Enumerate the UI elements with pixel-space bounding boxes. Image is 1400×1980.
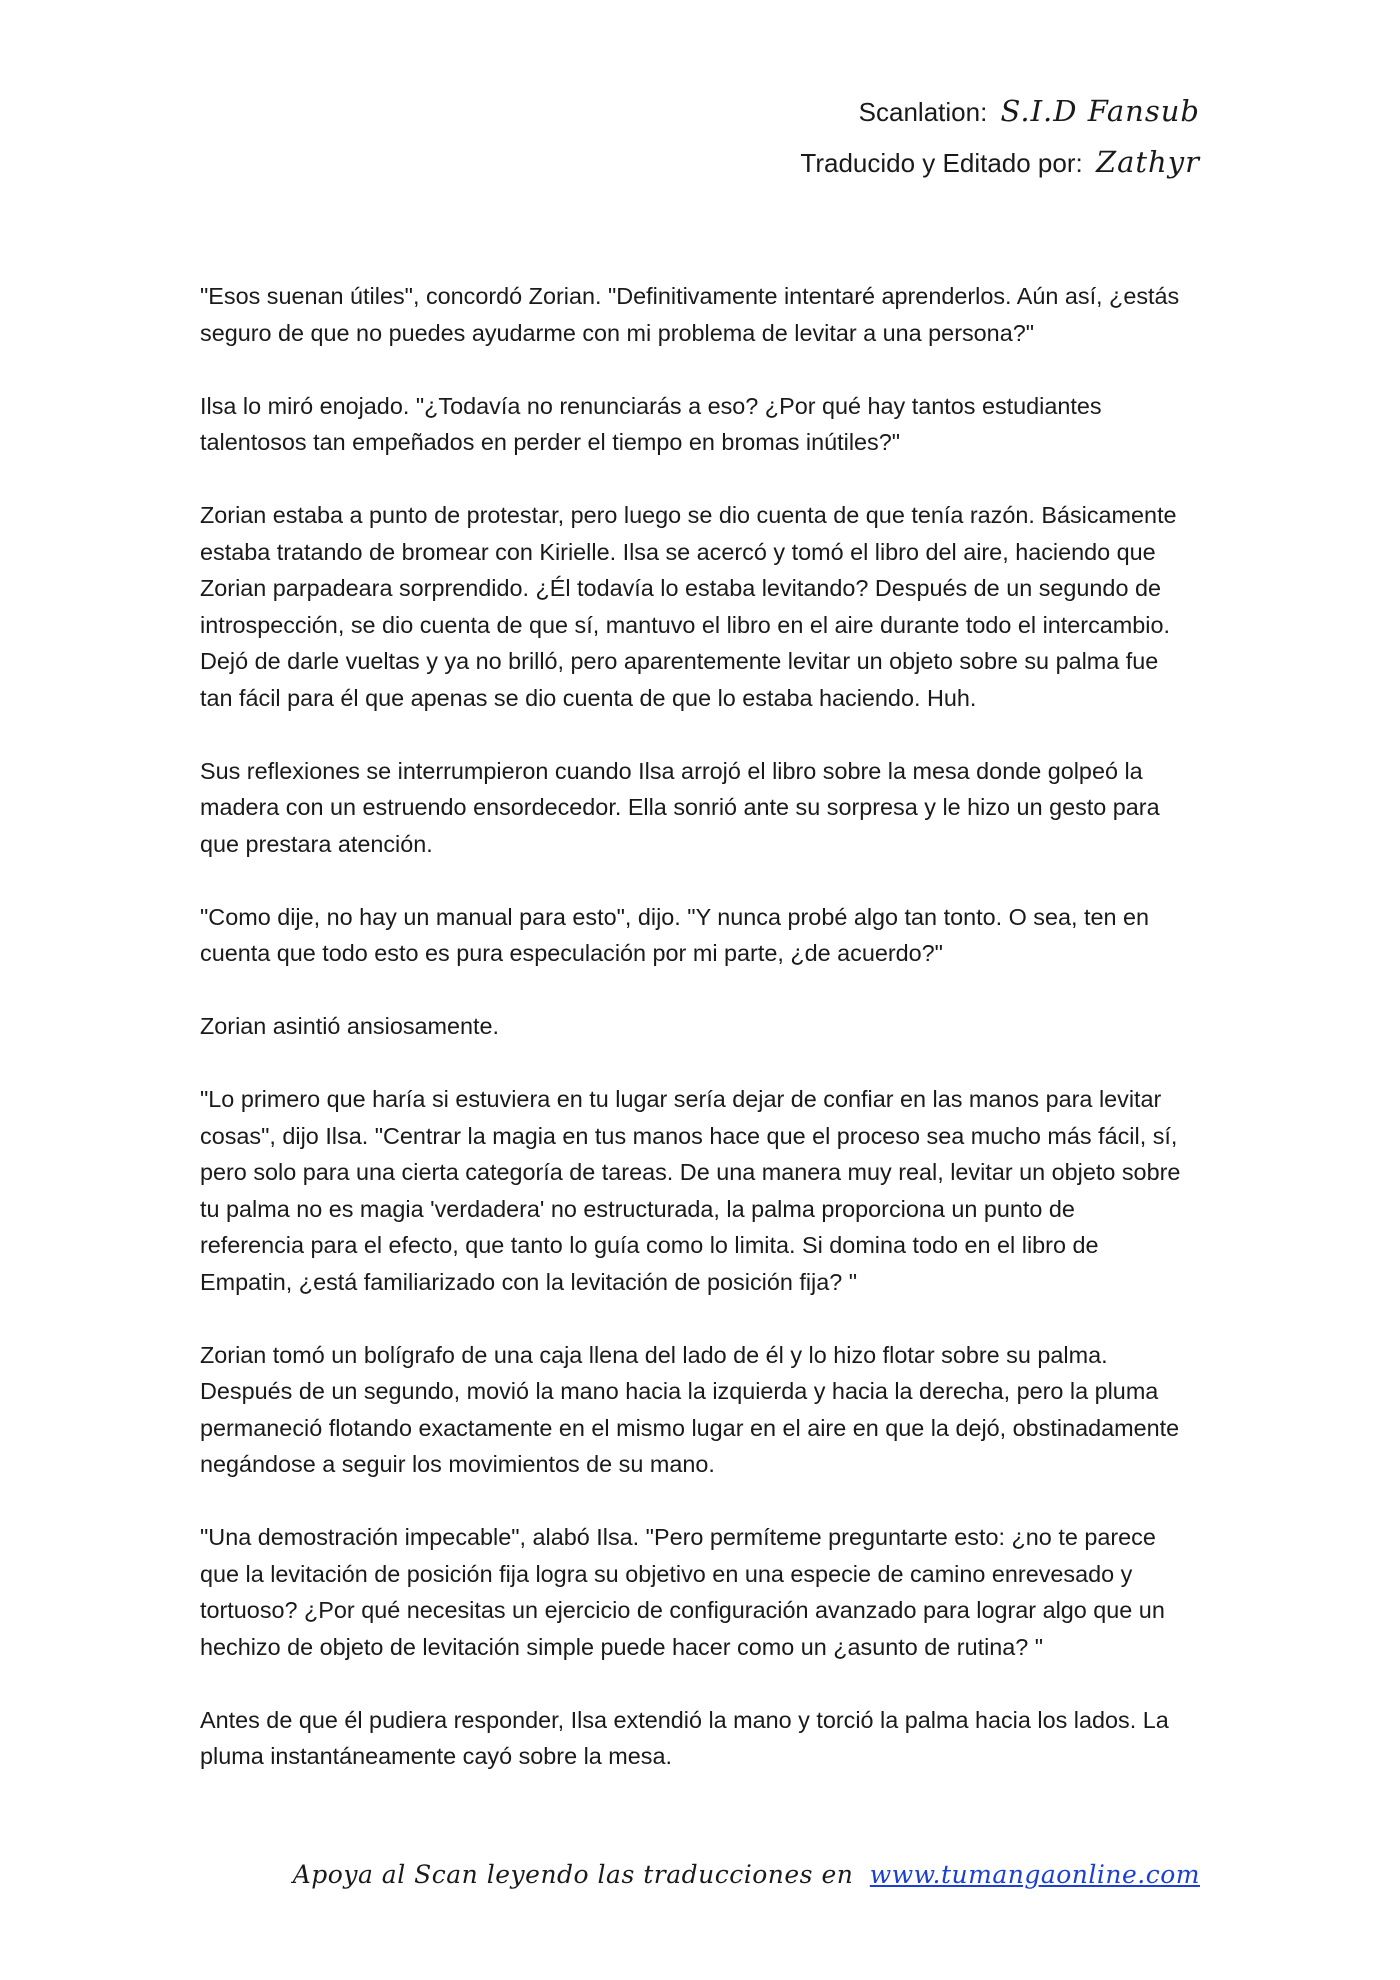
paragraph: "Una demostración impecable", alabó Ilsa. "Pero permíteme preguntarte esto: ¿no te parece que la levitación de posición fija logra su objetivo en una especie de camino enrevesado y tortuoso? ¿Por qué necesitas un ejercicio de configuración avanzado para lograr algo que un hechizo de objeto de levitación simple puede hacer como un ¿asunto de rutina? " — [200, 1524, 1165, 1660]
paragraph: Antes de que él pudiera responder, Ilsa extendió la mano y torció la palma hacia los lados. La pluma instantáneamente cayó sobre la mesa. — [200, 1706, 1169, 1769]
paragraph: "Como dije, no hay un manual para esto", dijo. "Y nunca probé algo tan tonto. O sea, ten en cuenta que todo esto es pura especulación por mi parte, ¿de acuerdo?" — [200, 903, 1150, 966]
paragraph: Zorian estaba a punto de protestar, pero luego se dio cuenta de que tenía razón. Básicamente estaba tratando de bromear con Kirielle. Ilsa se acercó y tomó el libro del aire, haciendo que Zorian parpadeara sorprendido. ¿Él todavía lo estaba levitando? Después de un segundo de introspección, se dio cuenta de que sí, mantuvo el libro en el aire durante todo el intercambio. Dejó de darle vueltas y ya no brilló, pero aparentemente levitar un objeto sobre su palma fue tan fácil para él que apenas se dio cuenta de que lo estaba haciendo. Huh. — [200, 502, 1177, 711]
credits-header — [800, 86, 1200, 188]
support-footer — [293, 1860, 1200, 1889]
paragraph: Zorian tomó un bolígrafo de una caja llena del lado de él y lo hizo flotar sobre su palma. Después de un segundo, movió la mano hacia la izquierda y hacia la derecha, pero la pluma permaneció flotando exactamente en el mismo lugar en el aire en que la dejó, obstinadamente negándose a seguir los movimientos de su mano. — [200, 1341, 1180, 1477]
translator-label: Traducido y Editado por: — [800, 148, 1083, 178]
story-text — [200, 278, 1210, 1811]
paragraph: Zorian asintió ansiosamente. — [200, 1013, 500, 1039]
footer-text: Apoya al Scan leyendo las traducciones en — [292, 1860, 854, 1889]
paragraph: "Esos suenan útiles", concordó Zorian. "Definitivamente intentaré aprenderlos. Aún así, ¿estás seguro de que no puedes ayudarme con mi problema de levitar a una persona?" — [200, 283, 1180, 346]
paragraph: Ilsa lo miró enojado. "¿Todavía no renunciarás a eso? ¿Por qué hay tantos estudiantes talentosos tan empeñados en perder el tiempo en bromas inútiles?" — [200, 392, 1102, 455]
paragraph: "Lo primero que haría si estuviera en tu lugar sería dejar de confiar en las manos para levitar cosas", dijo Ilsa. "Centrar la magia en tus manos hace que el proceso sea mucho más fácil, sí, pero solo para una cierta categoría de tareas. De una manera muy real, levitar un objeto sobre tu palma no es magia 'verdadera' no estructurada, la palma proporciona un punto de referencia para el efecto, que tanto lo guía como lo limita. Si domina todo en el libro de Empatin, ¿está familiarizado con la levitación de posición fija? " — [200, 1086, 1181, 1295]
scanlation-group-name: S.I.D Fansub — [1000, 94, 1200, 128]
scanlation-credit — [800, 86, 1200, 137]
tumangaonline-link[interactable]: www.tumangaonline.com — [869, 1860, 1200, 1889]
translator-credit — [800, 137, 1200, 188]
translator-name: Zathyr — [1095, 145, 1200, 179]
paragraph: Sus reflexiones se interrumpieron cuando Ilsa arrojó el libro sobre la mesa donde golpeó la madera con un estruendo ensordecedor. Ella sonrió ante su sorpresa y le hizo un gesto para que prestara atención. — [200, 757, 1160, 857]
scanlation-label: Scanlation: — [858, 97, 988, 127]
